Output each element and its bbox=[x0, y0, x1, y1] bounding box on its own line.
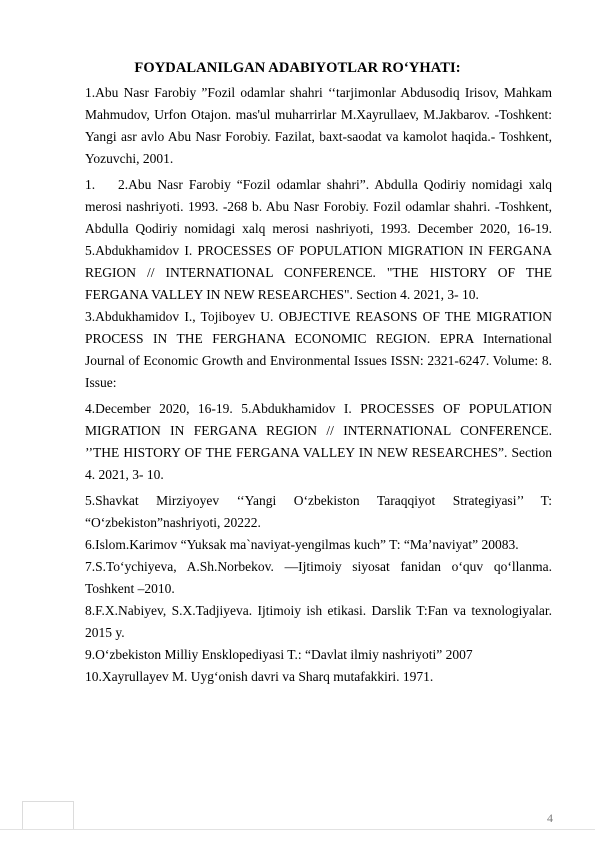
reference-item-3: 3.Abdukhamidov I., Tojiboyev U. OBJECTIVE REASONS OF THE MIGRATION PROCESS IN THE FERGHANA ECONOMIC REGION. EPRA International Journal of Economic Growth and Environmental Issues ISSN: 2321-6247. Volume: 8. Issue: bbox=[85, 309, 552, 390]
reference-item-1: 1.Abu Nasr Farobiy ”Fozil odamlar shahri ‘‘tarjimonlar Abdusodiq Irisov, Mahkam Mahmudov, Urfon Otajon. mas'ul muharrirlar M.Xayrullaev, M.Jakbarov. -Toshkent: Yangi asr avlo Abu Nasr Forobiy. Fazilat, baxt-saodat va kamolot haqida.- Toshkent, Yozuvchi, 2001. bbox=[85, 85, 552, 166]
reference-item-5: 5.Shavkat Mirziyoyev ‘‘Yangi O‘zbekiston Taraqqiyot Strategiyasi’’ T: “O‘zbekiston”nashriyoti, 20222. bbox=[85, 493, 552, 530]
reference-item-6: 6.Islom.Karimov “Yuksak ma`naviyat-yengilmas kuch” T: “Ma’naviyat” 20083. bbox=[85, 537, 519, 552]
reference-item-10: 10.Xayrullayev M. Uyg‘onish davri va Sharq mutafakkiri. 1971. bbox=[85, 669, 434, 684]
reference-list bbox=[85, 82, 552, 688]
reference-item-2 bbox=[85, 174, 552, 306]
reference-item-4: 4.December 2020, 16-19. 5.Abdukhamidov I. PROCESSES OF POPULATION MIGRATION IN FERGANA REGION // INTERNATIONAL CONFERENCE. ’’THE HISTORY OF THE FERGANA VALLEY IN NEW RESEARCHES”. Section 4. 2021, 3- 10. bbox=[85, 401, 552, 482]
reference-item-2-number: 1. bbox=[85, 177, 96, 192]
reference-item-7: 7.S.To‘ychiyeva, A.Sh.Norbekov. ―Ijtimoiy siyosat fanidan o‘quv qo‘llanma. Toshkent –2010. bbox=[85, 559, 552, 596]
reference-item-8: 8.F.X.Nabiyev, S.X.Tadjiyeva. Ijtimoiy ish etikasi. Darslik T:Fan va texnologiyalar. 2015 y. bbox=[85, 603, 552, 640]
page-title: FOYDALANILGAN ADABIYOTLAR RO‘YHATI: bbox=[134, 60, 461, 76]
footer-divider bbox=[0, 829, 595, 830]
reference-item-9: 9.O‘zbekiston Milliy Ensklopediyasi T.: “Davlat ilmiy nashriyoti” 2007 bbox=[85, 647, 473, 662]
footer-corner-box bbox=[22, 801, 74, 830]
page-number: 4 bbox=[547, 811, 553, 825]
reference-item-2-text: 2.Abu Nasr Farobiy “Fozil odamlar shahri”. Abdulla Qodiriy nomidagi xalq merosi nashriyoti. 1993. -268 b. Abu Nasr Forobiy. Fozil odamlar shahri. -Toshkent, Abdulla Qodiriy nomidagi xalq merosi nashriyoti, 1993. December 2020, 16-19. 5.Abdukhamidov I. PROCESSES OF POPULATION MIGRATION IN FERGANA REGION // INTERNATIONAL CONFERENCE. "THE HISTORY OF THE FERGANA VALLEY IN NEW RESEARCHES". Section 4. 2021, 3- 10. bbox=[85, 177, 552, 302]
